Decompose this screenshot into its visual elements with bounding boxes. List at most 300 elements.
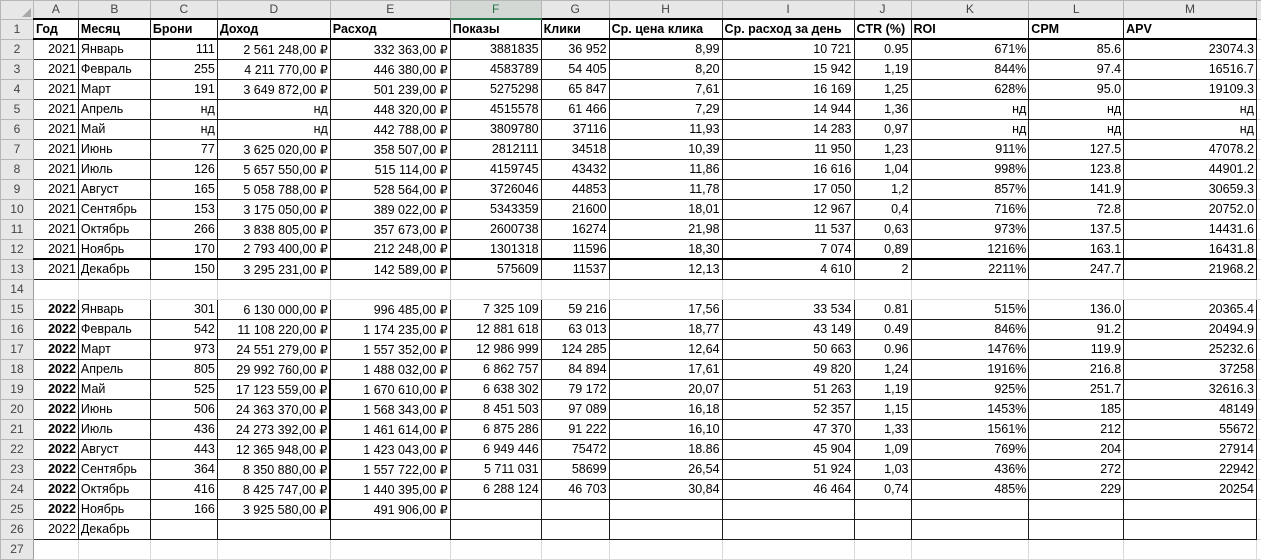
cell-A12[interactable]: 2021 (33, 239, 78, 259)
cell-B15[interactable]: Январь (78, 299, 150, 319)
cell-M13[interactable]: 21968.2 (1124, 259, 1257, 279)
cell-A20[interactable]: 2022 (33, 399, 78, 419)
cell-E21[interactable]: 1 461 614,00 ₽ (330, 419, 450, 439)
cell-F3[interactable]: 4583789 (450, 59, 541, 79)
column-header-h[interactable]: H (609, 1, 722, 20)
cell-M6[interactable]: нд (1124, 119, 1257, 139)
cell-E23[interactable]: 1 557 722,00 ₽ (330, 459, 450, 479)
cell-E24[interactable]: 1 440 395,00 ₽ (330, 479, 450, 499)
cell-I13[interactable]: 4 610 (722, 259, 854, 279)
cell-B11[interactable]: Октябрь (78, 219, 150, 239)
cell-B21[interactable]: Июль (78, 419, 150, 439)
cell-L21[interactable]: 212 (1029, 419, 1124, 439)
cell-A9[interactable]: 2021 (33, 179, 78, 199)
cell-L24[interactable]: 229 (1029, 479, 1124, 499)
cell-H8[interactable]: 11,86 (609, 159, 722, 179)
cell-D21[interactable]: 24 273 392,00 ₽ (217, 419, 330, 439)
row-header-8[interactable]: 8 (1, 159, 34, 179)
cell-K8[interactable]: 998% (911, 159, 1029, 179)
header-cell-H1[interactable]: Ср. цена клика (609, 19, 722, 39)
cell-D2[interactable]: 2 561 248,00 ₽ (217, 39, 330, 59)
cell-C8[interactable]: 126 (150, 159, 217, 179)
cell-J4[interactable]: 1,25 (854, 79, 911, 99)
column-header-g[interactable]: G (541, 1, 609, 20)
cell-F4[interactable]: 5275298 (450, 79, 541, 99)
cell-B22[interactable]: Август (78, 439, 150, 459)
cell-L2[interactable]: 85.6 (1029, 39, 1124, 59)
cell-H5[interactable]: 7,29 (609, 99, 722, 119)
cell-F15[interactable]: 7 325 109 (450, 299, 541, 319)
cell-C3[interactable]: 255 (150, 59, 217, 79)
cell-D4[interactable]: 3 649 872,00 ₽ (217, 79, 330, 99)
cell-C20[interactable]: 506 (150, 399, 217, 419)
cell-G9[interactable]: 44853 (541, 179, 609, 199)
cell-H7[interactable]: 10,39 (609, 139, 722, 159)
header-cell-J1[interactable]: CTR (%) (854, 19, 911, 39)
cell-B10[interactable]: Сентябрь (78, 199, 150, 219)
row-header-4[interactable]: 4 (1, 79, 34, 99)
header-cell-G1[interactable]: Клики (541, 19, 609, 39)
cell-M15[interactable]: 20365.4 (1124, 299, 1257, 319)
row-header-21[interactable]: 21 (1, 419, 34, 439)
cell-I23[interactable]: 51 924 (722, 459, 854, 479)
cell-H15[interactable]: 17,56 (609, 299, 722, 319)
cell-M2[interactable]: 23074.3 (1124, 39, 1257, 59)
column-header-b[interactable]: B (78, 1, 150, 20)
cell-K26[interactable] (911, 519, 1029, 539)
cell-L14[interactable] (1029, 279, 1124, 299)
cell-J13[interactable]: 2 (854, 259, 911, 279)
column-header-f[interactable]: F (450, 1, 541, 20)
cell-M4[interactable]: 19109.3 (1124, 79, 1257, 99)
cell-D17[interactable]: 24 551 279,00 ₽ (217, 339, 330, 359)
cell-L26[interactable] (1029, 519, 1124, 539)
cell-M24[interactable]: 20254 (1124, 479, 1257, 499)
cell-J12[interactable]: 0,89 (854, 239, 911, 259)
column-header-m[interactable]: M (1124, 1, 1257, 20)
cell-I11[interactable]: 11 537 (722, 219, 854, 239)
cell-A6[interactable]: 2021 (33, 119, 78, 139)
cell-M18[interactable]: 37258 (1124, 359, 1257, 379)
row-header-7[interactable]: 7 (1, 139, 34, 159)
cell-K14[interactable] (911, 279, 1029, 299)
cell-F23[interactable]: 5 711 031 (450, 459, 541, 479)
cell-G13[interactable]: 11537 (541, 259, 609, 279)
cell-G23[interactable]: 58699 (541, 459, 609, 479)
cell-I8[interactable]: 16 616 (722, 159, 854, 179)
cell-J6[interactable]: 0,97 (854, 119, 911, 139)
cell-K24[interactable]: 485% (911, 479, 1029, 499)
cell-K5[interactable]: нд (911, 99, 1029, 119)
cell-H14[interactable] (609, 279, 722, 299)
cell-M25[interactable] (1124, 499, 1257, 519)
cell-F14[interactable] (450, 279, 541, 299)
cell-G21[interactable]: 91 222 (541, 419, 609, 439)
cell-L8[interactable]: 123.8 (1029, 159, 1124, 179)
row-header-16[interactable]: 16 (1, 319, 34, 339)
cell-A5[interactable]: 2021 (33, 99, 78, 119)
row-header-13[interactable]: 13 (1, 259, 34, 279)
cell-E3[interactable]: 446 380,00 ₽ (330, 59, 450, 79)
cell-C9[interactable]: 165 (150, 179, 217, 199)
cell-A11[interactable]: 2021 (33, 219, 78, 239)
cell-H22[interactable]: 18.86 (609, 439, 722, 459)
cell-A22[interactable]: 2022 (33, 439, 78, 459)
cell-C4[interactable]: 191 (150, 79, 217, 99)
cell-A3[interactable]: 2021 (33, 59, 78, 79)
cell-L23[interactable]: 272 (1029, 459, 1124, 479)
cell-L19[interactable]: 251.7 (1029, 379, 1124, 399)
cell-B23[interactable]: Сентябрь (78, 459, 150, 479)
cell-I24[interactable]: 46 464 (722, 479, 854, 499)
row-header-23[interactable]: 23 (1, 459, 34, 479)
cell-I15[interactable]: 33 534 (722, 299, 854, 319)
cell-F24[interactable]: 6 288 124 (450, 479, 541, 499)
cell-F8[interactable]: 4159745 (450, 159, 541, 179)
cell-I4[interactable]: 16 169 (722, 79, 854, 99)
cell-G18[interactable]: 84 894 (541, 359, 609, 379)
cell-K27[interactable] (911, 539, 1029, 559)
cell-H2[interactable]: 8,99 (609, 39, 722, 59)
cell-F21[interactable]: 6 875 286 (450, 419, 541, 439)
cell-F10[interactable]: 5343359 (450, 199, 541, 219)
row-header-17[interactable]: 17 (1, 339, 34, 359)
cell-K2[interactable]: 671% (911, 39, 1029, 59)
cell-K19[interactable]: 925% (911, 379, 1029, 399)
cell-L6[interactable]: нд (1029, 119, 1124, 139)
row-header-24[interactable]: 24 (1, 479, 34, 499)
cell-B14[interactable] (78, 279, 150, 299)
cell-F27[interactable] (450, 539, 541, 559)
cell-M27[interactable] (1124, 539, 1257, 559)
row-header-11[interactable]: 11 (1, 219, 34, 239)
cell-K20[interactable]: 1453% (911, 399, 1029, 419)
cell-J16[interactable]: 0.49 (854, 319, 911, 339)
cell-F5[interactable]: 4515578 (450, 99, 541, 119)
cell-D7[interactable]: 3 625 020,00 ₽ (217, 139, 330, 159)
cell-H20[interactable]: 16,18 (609, 399, 722, 419)
header-cell-L1[interactable]: CPM (1029, 19, 1124, 39)
cell-C25[interactable]: 166 (150, 499, 217, 519)
cell-G6[interactable]: 37116 (541, 119, 609, 139)
cell-L15[interactable]: 136.0 (1029, 299, 1124, 319)
cell-C19[interactable]: 525 (150, 379, 217, 399)
cell-C27[interactable] (150, 539, 217, 559)
column-header-c[interactable]: C (150, 1, 217, 20)
cell-F13[interactable]: 575609 (450, 259, 541, 279)
cell-E27[interactable] (330, 539, 450, 559)
cell-F20[interactable]: 8 451 503 (450, 399, 541, 419)
select-all-corner[interactable] (1, 1, 34, 20)
cell-I3[interactable]: 15 942 (722, 59, 854, 79)
column-header-i[interactable]: I (722, 1, 854, 20)
cell-E7[interactable]: 358 507,00 ₽ (330, 139, 450, 159)
cell-G22[interactable]: 75472 (541, 439, 609, 459)
row-header-19[interactable]: 19 (1, 379, 34, 399)
cell-J2[interactable]: 0.95 (854, 39, 911, 59)
header-cell-F1[interactable]: Показы (450, 19, 541, 39)
cell-J14[interactable] (854, 279, 911, 299)
cell-K7[interactable]: 911% (911, 139, 1029, 159)
cell-J24[interactable]: 0,74 (854, 479, 911, 499)
cell-M5[interactable]: нд (1124, 99, 1257, 119)
cell-F11[interactable]: 2600738 (450, 219, 541, 239)
cell-D19[interactable]: 17 123 559,00 ₽ (217, 379, 330, 399)
cell-F22[interactable]: 6 949 446 (450, 439, 541, 459)
cell-I19[interactable]: 51 263 (722, 379, 854, 399)
cell-H27[interactable] (609, 539, 722, 559)
cell-B4[interactable]: Март (78, 79, 150, 99)
column-header-j[interactable]: J (854, 1, 911, 20)
cell-M9[interactable]: 30659.3 (1124, 179, 1257, 199)
cell-G7[interactable]: 34518 (541, 139, 609, 159)
column-header-a[interactable]: A (33, 1, 78, 20)
cell-B18[interactable]: Апрель (78, 359, 150, 379)
cell-B7[interactable]: Июнь (78, 139, 150, 159)
cell-M7[interactable]: 47078.2 (1124, 139, 1257, 159)
cell-B6[interactable]: Май (78, 119, 150, 139)
row-header-12[interactable]: 12 (1, 239, 34, 259)
cell-H21[interactable]: 16,10 (609, 419, 722, 439)
cell-I17[interactable]: 50 663 (722, 339, 854, 359)
cell-H11[interactable]: 21,98 (609, 219, 722, 239)
cell-H16[interactable]: 18,77 (609, 319, 722, 339)
cell-D25[interactable]: 3 925 580,00 ₽ (217, 499, 330, 519)
cell-L17[interactable]: 119.9 (1029, 339, 1124, 359)
cell-E2[interactable]: 332 363,00 ₽ (330, 39, 450, 59)
cell-H9[interactable]: 11,78 (609, 179, 722, 199)
column-header-l[interactable]: L (1029, 1, 1124, 20)
cell-K4[interactable]: 628% (911, 79, 1029, 99)
cell-C26[interactable] (150, 519, 217, 539)
cell-G11[interactable]: 16274 (541, 219, 609, 239)
cell-L7[interactable]: 127.5 (1029, 139, 1124, 159)
header-cell-C1[interactable]: Брони (150, 19, 217, 39)
cell-K6[interactable]: нд (911, 119, 1029, 139)
row-header-18[interactable]: 18 (1, 359, 34, 379)
cell-L18[interactable]: 216.8 (1029, 359, 1124, 379)
cell-E8[interactable]: 515 114,00 ₽ (330, 159, 450, 179)
cell-D10[interactable]: 3 175 050,00 ₽ (217, 199, 330, 219)
cell-A18[interactable]: 2022 (33, 359, 78, 379)
cell-F12[interactable]: 1301318 (450, 239, 541, 259)
header-cell-A1[interactable]: Год (33, 19, 78, 39)
cell-M20[interactable]: 48149 (1124, 399, 1257, 419)
cell-M17[interactable]: 25232.6 (1124, 339, 1257, 359)
cell-I25[interactable] (722, 499, 854, 519)
cell-E17[interactable]: 1 557 352,00 ₽ (330, 339, 450, 359)
cell-L9[interactable]: 141.9 (1029, 179, 1124, 199)
cell-I12[interactable]: 7 074 (722, 239, 854, 259)
cell-J15[interactable]: 0.81 (854, 299, 911, 319)
cell-C14[interactable] (150, 279, 217, 299)
cell-F18[interactable]: 6 862 757 (450, 359, 541, 379)
header-cell-M1[interactable]: APV (1124, 19, 1257, 39)
cell-D23[interactable]: 8 350 880,00 ₽ (217, 459, 330, 479)
cell-D27[interactable] (217, 539, 330, 559)
cell-I18[interactable]: 49 820 (722, 359, 854, 379)
cell-H19[interactable]: 20,07 (609, 379, 722, 399)
cell-G17[interactable]: 124 285 (541, 339, 609, 359)
cell-H13[interactable]: 12,13 (609, 259, 722, 279)
cell-C23[interactable]: 364 (150, 459, 217, 479)
cell-G12[interactable]: 11596 (541, 239, 609, 259)
cell-E11[interactable]: 357 673,00 ₽ (330, 219, 450, 239)
cell-A27[interactable] (33, 539, 78, 559)
cell-L3[interactable]: 97.4 (1029, 59, 1124, 79)
cell-K3[interactable]: 844% (911, 59, 1029, 79)
cell-C22[interactable]: 443 (150, 439, 217, 459)
cell-C5[interactable]: нд (150, 99, 217, 119)
cell-J11[interactable]: 0,63 (854, 219, 911, 239)
cell-C18[interactable]: 805 (150, 359, 217, 379)
cell-A14[interactable] (33, 279, 78, 299)
cell-C11[interactable]: 266 (150, 219, 217, 239)
column-header-k[interactable]: K (911, 1, 1029, 20)
column-header-d[interactable]: D (217, 1, 330, 20)
cell-L12[interactable]: 163.1 (1029, 239, 1124, 259)
cell-C15[interactable]: 301 (150, 299, 217, 319)
cell-I6[interactable]: 14 283 (722, 119, 854, 139)
cell-K17[interactable]: 1476% (911, 339, 1029, 359)
cell-E20[interactable]: 1 568 343,00 ₽ (330, 399, 450, 419)
row-header-5[interactable]: 5 (1, 99, 34, 119)
row-header-1[interactable]: 1 (1, 19, 34, 39)
cell-D13[interactable]: 3 295 231,00 ₽ (217, 259, 330, 279)
cell-C13[interactable]: 150 (150, 259, 217, 279)
cell-J8[interactable]: 1,04 (854, 159, 911, 179)
cell-G15[interactable]: 59 216 (541, 299, 609, 319)
cell-D9[interactable]: 5 058 788,00 ₽ (217, 179, 330, 199)
cell-I22[interactable]: 45 904 (722, 439, 854, 459)
cell-C6[interactable]: нд (150, 119, 217, 139)
cell-B13[interactable]: Декабрь (78, 259, 150, 279)
cell-J21[interactable]: 1,33 (854, 419, 911, 439)
cell-B24[interactable]: Октябрь (78, 479, 150, 499)
cell-M23[interactable]: 22942 (1124, 459, 1257, 479)
cell-C21[interactable]: 436 (150, 419, 217, 439)
row-header-22[interactable]: 22 (1, 439, 34, 459)
cell-E10[interactable]: 389 022,00 ₽ (330, 199, 450, 219)
cell-D22[interactable]: 12 365 948,00 ₽ (217, 439, 330, 459)
cell-K18[interactable]: 1916% (911, 359, 1029, 379)
cell-M26[interactable] (1124, 519, 1257, 539)
cell-F2[interactable]: 3881835 (450, 39, 541, 59)
cell-G26[interactable] (541, 519, 609, 539)
cell-K12[interactable]: 1216% (911, 239, 1029, 259)
row-header-10[interactable]: 10 (1, 199, 34, 219)
row-header-15[interactable]: 15 (1, 299, 34, 319)
row-header-14[interactable]: 14 (1, 279, 34, 299)
cell-C17[interactable]: 973 (150, 339, 217, 359)
cell-I16[interactable]: 43 149 (722, 319, 854, 339)
cell-D12[interactable]: 2 793 400,00 ₽ (217, 239, 330, 259)
cell-H6[interactable]: 11,93 (609, 119, 722, 139)
cell-G24[interactable]: 46 703 (541, 479, 609, 499)
cell-K16[interactable]: 846% (911, 319, 1029, 339)
cell-K25[interactable] (911, 499, 1029, 519)
header-cell-D1[interactable]: Доход (217, 19, 330, 39)
cell-D20[interactable]: 24 363 370,00 ₽ (217, 399, 330, 419)
cell-F16[interactable]: 12 881 618 (450, 319, 541, 339)
cell-F9[interactable]: 3726046 (450, 179, 541, 199)
column-header-e[interactable]: E (330, 1, 450, 20)
cell-L13[interactable]: 247.7 (1029, 259, 1124, 279)
cell-E5[interactable]: 448 320,00 ₽ (330, 99, 450, 119)
cell-J7[interactable]: 1,23 (854, 139, 911, 159)
cell-D3[interactable]: 4 211 770,00 ₽ (217, 59, 330, 79)
cell-I26[interactable] (722, 519, 854, 539)
cell-L27[interactable] (1029, 539, 1124, 559)
cell-B12[interactable]: Ноябрь (78, 239, 150, 259)
cell-G3[interactable]: 54 405 (541, 59, 609, 79)
cell-A4[interactable]: 2021 (33, 79, 78, 99)
cell-A13[interactable]: 2021 (33, 259, 78, 279)
cell-J22[interactable]: 1,09 (854, 439, 911, 459)
cell-I5[interactable]: 14 944 (722, 99, 854, 119)
cell-D16[interactable]: 11 108 220,00 ₽ (217, 319, 330, 339)
cell-F26[interactable] (450, 519, 541, 539)
row-header-26[interactable]: 26 (1, 519, 34, 539)
row-header-25[interactable]: 25 (1, 499, 34, 519)
cell-M21[interactable]: 55672 (1124, 419, 1257, 439)
cell-M14[interactable] (1124, 279, 1257, 299)
cell-A15[interactable]: 2022 (33, 299, 78, 319)
header-cell-E1[interactable]: Расход (330, 19, 450, 39)
cell-E14[interactable] (330, 279, 450, 299)
cell-C12[interactable]: 170 (150, 239, 217, 259)
cell-H10[interactable]: 18,01 (609, 199, 722, 219)
cell-E9[interactable]: 528 564,00 ₽ (330, 179, 450, 199)
cell-A23[interactable]: 2022 (33, 459, 78, 479)
cell-B27[interactable] (78, 539, 150, 559)
cell-L20[interactable]: 185 (1029, 399, 1124, 419)
cell-I9[interactable]: 17 050 (722, 179, 854, 199)
cell-G10[interactable]: 21600 (541, 199, 609, 219)
cell-F7[interactable]: 2812111 (450, 139, 541, 159)
cell-D6[interactable]: нд (217, 119, 330, 139)
cell-L5[interactable]: нд (1029, 99, 1124, 119)
cell-B5[interactable]: Апрель (78, 99, 150, 119)
cell-D5[interactable]: нд (217, 99, 330, 119)
cell-M22[interactable]: 27914 (1124, 439, 1257, 459)
cell-D15[interactable]: 6 130 000,00 ₽ (217, 299, 330, 319)
cell-A26[interactable]: 2022 (33, 519, 78, 539)
cell-C2[interactable]: 111 (150, 39, 217, 59)
cell-I14[interactable] (722, 279, 854, 299)
cell-L10[interactable]: 72.8 (1029, 199, 1124, 219)
cell-E6[interactable]: 442 788,00 ₽ (330, 119, 450, 139)
cell-M19[interactable]: 32616.3 (1124, 379, 1257, 399)
cell-G25[interactable] (541, 499, 609, 519)
cell-G4[interactable]: 65 847 (541, 79, 609, 99)
header-cell-K1[interactable]: ROI (911, 19, 1029, 39)
cell-K21[interactable]: 1561% (911, 419, 1029, 439)
cell-J19[interactable]: 1,19 (854, 379, 911, 399)
cell-L4[interactable]: 95.0 (1029, 79, 1124, 99)
cell-G2[interactable]: 36 952 (541, 39, 609, 59)
cell-G5[interactable]: 61 466 (541, 99, 609, 119)
cell-M10[interactable]: 20752.0 (1124, 199, 1257, 219)
cell-E18[interactable]: 1 488 032,00 ₽ (330, 359, 450, 379)
cell-J26[interactable] (854, 519, 911, 539)
cell-E22[interactable]: 1 423 043,00 ₽ (330, 439, 450, 459)
cell-A8[interactable]: 2021 (33, 159, 78, 179)
cell-I2[interactable]: 10 721 (722, 39, 854, 59)
header-cell-B1[interactable]: Месяц (78, 19, 150, 39)
cell-E16[interactable]: 1 174 235,00 ₽ (330, 319, 450, 339)
cell-B9[interactable]: Август (78, 179, 150, 199)
